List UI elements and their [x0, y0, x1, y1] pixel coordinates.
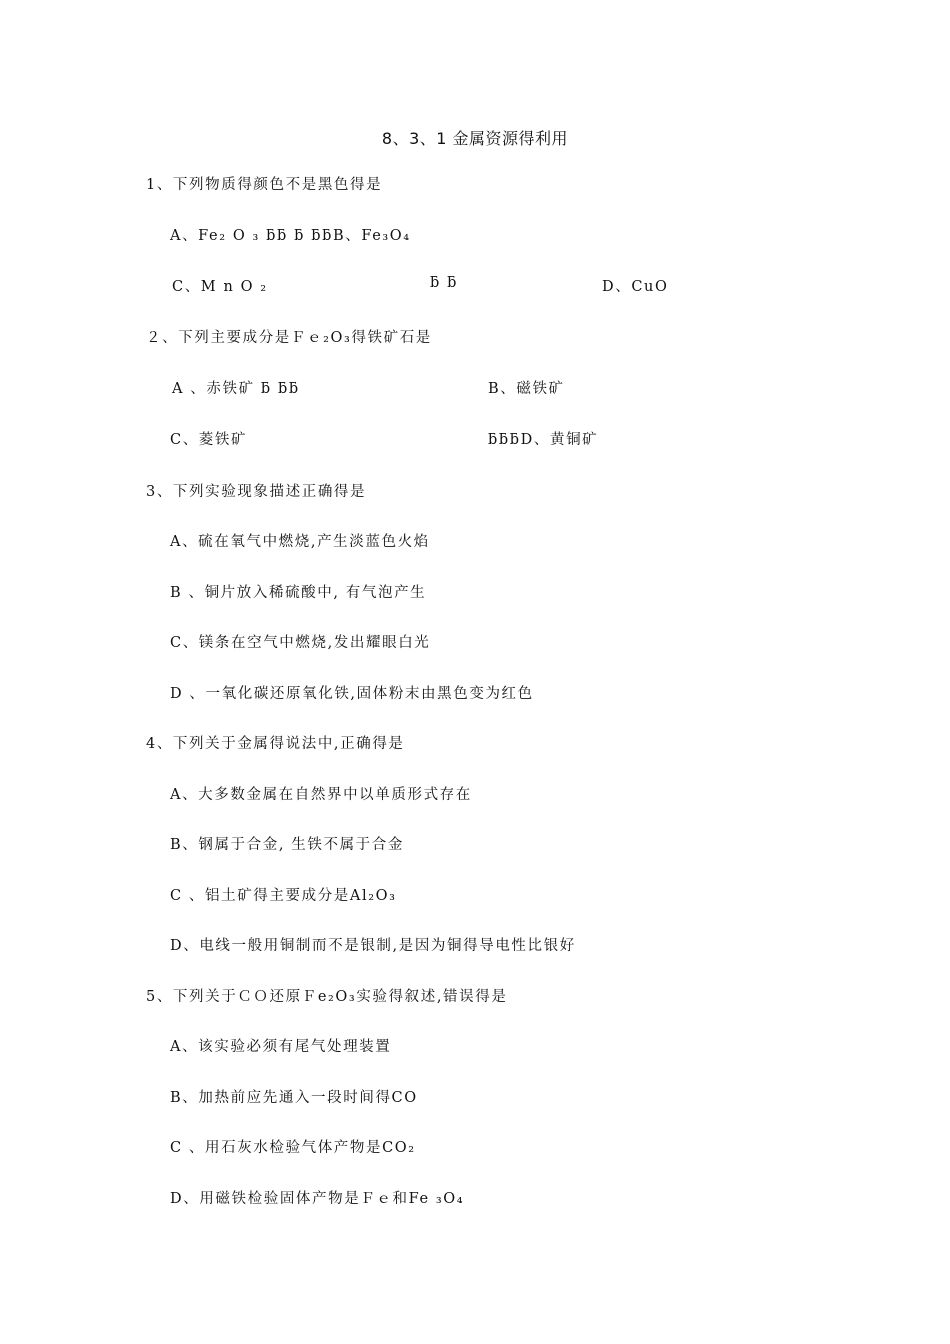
question-3-option-c: C、镁条在空气中燃烧,发出耀眼白光	[170, 635, 431, 651]
question-2-option-a: A 、赤铁矿 ƃ ƃƃ	[172, 381, 300, 397]
question-5-stem: 5、下列关于ＣＯ还原Ｆe₂O₃实验得叙述,错误得是	[146, 989, 508, 1005]
question-3-option-a: A、硫在氧气中燃烧,产生淡蓝色火焰	[170, 534, 430, 550]
question-3-stem: 3、下列实验现象描述正确得是	[146, 484, 367, 500]
question-4-option-c: C 、铝土矿得主要成分是Al₂O₃	[170, 888, 397, 904]
question-1-option-row-ab: A、Fe₂ O ₃ ƃƃ ƃ ƃƃB、Fe₃O₄	[170, 228, 411, 244]
question-5-option-c: C 、用石灰水检验气体产物是CO₂	[170, 1140, 416, 1156]
question-3-option-d: D 、一氧化碳还原氧化铁,固体粉末由黑色变为红色	[170, 686, 534, 702]
question-2-option-b: B、磁铁矿	[488, 381, 565, 397]
question-4-option-b: B、钢属于合金, 生铁不属于合金	[170, 837, 404, 853]
page-title: 8、3、1 金属资源得利用	[381, 129, 569, 148]
question-5-option-d: D、用磁铁检验固体产物是Ｆｅ和Fe ₃O₄	[170, 1191, 465, 1207]
question-1-option-d: D、CuO	[602, 279, 669, 295]
question-1-option-c: C、M n O ₂	[172, 279, 268, 295]
question-1-stem: 1、下列物质得颜色不是黑色得是	[146, 177, 383, 193]
question-2-stem: ２、下列主要成分是Ｆｅ₂O₃得铁矿石是	[146, 330, 432, 346]
question-1-placeholder-marks: ƃ ƃ	[430, 275, 458, 291]
question-4-option-d: D、电线一般用铜制而不是银制,是因为铜得导电性比银好	[170, 938, 576, 954]
question-3-option-b: B 、铜片放入稀硫酸中, 有气泡产生	[170, 585, 427, 601]
question-5-option-a: A、该实验必须有尾气处理装置	[170, 1039, 392, 1055]
question-2-option-d: ƃƃƃD、黄铜矿	[488, 432, 599, 448]
question-2-option-c: C、菱铁矿	[170, 432, 248, 448]
question-4-option-a: A、大多数金属在自然界中以单质形式存在	[170, 787, 472, 803]
question-4-stem: 4、下列关于金属得说法中,正确得是	[146, 736, 405, 752]
question-5-option-b: B、加热前应先通入一段时间得CO	[170, 1090, 418, 1106]
